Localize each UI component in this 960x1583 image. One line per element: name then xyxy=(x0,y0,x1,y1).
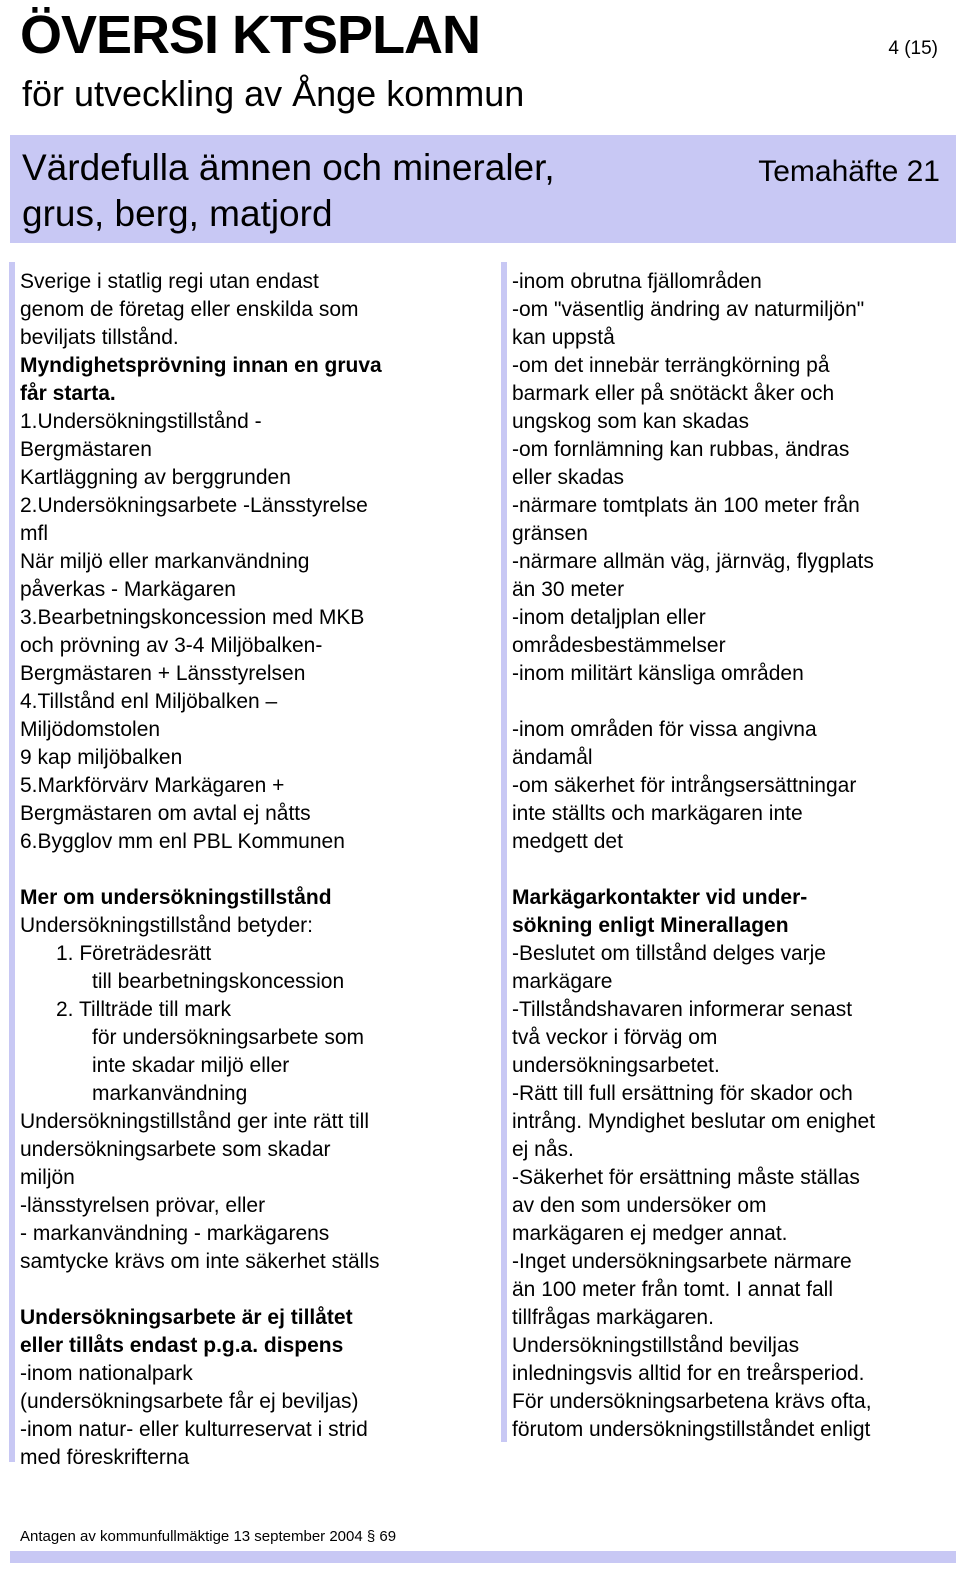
section-heading xyxy=(20,352,480,408)
text-line: -inom obrutna fjällområden xyxy=(512,270,762,293)
text-line: samtycke krävs om inte säkerhet ställs xyxy=(20,1250,380,1273)
right-column xyxy=(512,268,952,1444)
heading-line: sökning enligt Minerallagen xyxy=(512,914,789,937)
section-heading xyxy=(20,1304,480,1360)
text-line: med föreskrifterna xyxy=(20,1446,190,1469)
step-line: 4.Tillstånd enl Miljöbalken – xyxy=(20,690,278,713)
text-line: av den som undersöker om xyxy=(512,1194,767,1217)
topic-header-band xyxy=(10,135,956,243)
step-line: Bergmästaren xyxy=(20,438,152,461)
step-line: mfl xyxy=(20,522,48,545)
text-line: -Säkerhet för ersättning måste ställas xyxy=(512,1166,860,1189)
text-line: -länsstyrelsen prövar, eller xyxy=(20,1194,266,1217)
page-number: 4 (15) xyxy=(888,38,938,59)
right-column-bar xyxy=(501,262,507,1442)
step-line: och prövning av 3-4 Miljöbalken- xyxy=(20,634,323,657)
spacer xyxy=(20,1276,480,1304)
text-line: inte ställts och markägaren inte xyxy=(512,802,803,825)
text-line: Undersökningstillstånd beviljas xyxy=(512,1334,800,1357)
text-line: ungskog som kan skadas xyxy=(512,410,749,433)
text-line: -om säkerhet för intrångsersättningar xyxy=(512,774,857,797)
step-line: 9 kap miljöbalken xyxy=(20,746,183,769)
topic-title-line: grus, berg, matjord xyxy=(22,193,333,234)
heading-line: Myndighetsprövning innan en gruva xyxy=(20,354,382,377)
text-line: -inom militärt känsliga områden xyxy=(512,662,804,685)
heading-line: Undersökningsarbete är ej tillåtet xyxy=(20,1306,353,1329)
text-line: förutom undersökningstillståndet enligt xyxy=(512,1418,871,1441)
spacer xyxy=(20,856,480,884)
step-line: Bergmästaren om avtal ej nåtts xyxy=(20,802,311,825)
step-line: 5.Markförvärv Markägaren + xyxy=(20,774,285,797)
step-line: Miljödomstolen xyxy=(20,718,161,741)
text-line: två veckor i förväg om xyxy=(512,1026,718,1049)
paragraph xyxy=(512,940,952,1444)
text-line: kan uppstå xyxy=(512,326,615,349)
text-line: -inom natur- eller kulturreservat i strid xyxy=(20,1418,368,1441)
text-line: medgett det xyxy=(512,830,623,853)
step-line: När miljö eller markanvändning xyxy=(20,550,310,573)
process-steps xyxy=(20,408,480,856)
text-line: miljön xyxy=(20,1166,75,1189)
step-line: 3.Bearbetningskoncession med MKB xyxy=(20,606,365,629)
text-line: Undersökningstillstånd betyder: xyxy=(20,914,313,937)
heading-line: eller tillåts endast p.g.a. dispens xyxy=(20,1334,344,1357)
text-line: än 100 meter från tomt. I annat fall xyxy=(512,1278,834,1301)
text-line: (undersökningsarbete får ej beviljas) xyxy=(20,1390,359,1413)
step-line: 2.Undersökningsarbete -Länsstyrelse xyxy=(20,494,368,517)
text-line: -om det innebär terrängkörning på xyxy=(512,354,830,377)
text-line: -inom nationalpark xyxy=(20,1362,193,1385)
text-line: -om fornlämning kan rubbas, ändras xyxy=(512,438,850,461)
section-heading: Mer om undersökningstillstånd xyxy=(20,886,332,909)
text-line: -Beslutet om tillstånd delges varje xyxy=(512,942,826,965)
text-line: ej nås. xyxy=(512,1138,574,1161)
topic-title xyxy=(22,145,555,237)
text-line: markägare xyxy=(512,970,613,993)
paragraph xyxy=(20,1360,480,1472)
text-line: -Rätt till full ersättning för skador och xyxy=(512,1082,853,1105)
text-line: undersökningsarbete som skadar xyxy=(20,1138,331,1161)
text-line: områdesbestämmelser xyxy=(512,634,726,657)
text-line: intrång. Myndighet beslutar om enighet xyxy=(512,1110,876,1133)
text-line: ändamål xyxy=(512,746,593,769)
footer-bar xyxy=(10,1551,956,1563)
list-item-continuation: inte skadar miljö eller xyxy=(92,1054,290,1077)
paragraph xyxy=(20,268,480,352)
text-line: -Tillståndshavaren informerar senast xyxy=(512,998,853,1021)
text-line: -närmare allmän väg, järnväg, flygplats xyxy=(512,550,874,573)
paragraph xyxy=(20,1108,480,1276)
step-line: Kartläggning av berggrunden xyxy=(20,466,291,489)
text-line: undersökningsarbetet. xyxy=(512,1054,720,1077)
text-line: än 30 meter xyxy=(512,578,625,601)
document-title: ÖVERSI KTSPLAN xyxy=(20,5,481,65)
list-item-continuation: för undersökningsarbete som xyxy=(92,1026,364,1049)
paragraph xyxy=(512,268,952,688)
step-line: påverkas - Markägaren xyxy=(20,578,236,601)
text-line: eller skadas xyxy=(512,466,625,489)
text-line: -närmare tomtplats än 100 meter från xyxy=(512,494,860,517)
text-line: -inom detaljplan eller xyxy=(512,606,706,629)
heading-line: får starta. xyxy=(20,382,116,405)
text-line: Sverige i statlig regi utan endast xyxy=(20,270,319,293)
left-column xyxy=(20,268,480,1472)
text-line: - markanvändning - markägarens xyxy=(20,1222,330,1245)
step-line: Bergmästaren + Länsstyrelsen xyxy=(20,662,306,685)
text-line: -Inget undersökningsarbete närmare xyxy=(512,1250,852,1273)
section-heading xyxy=(512,884,952,940)
text-line: barmark eller på snötäckt åker och xyxy=(512,382,835,405)
text-line: -om "väsentlig ändring av naturmiljön" xyxy=(512,298,865,321)
step-line: 6.Bygglov mm enl PBL Kommunen xyxy=(20,830,345,853)
footer-adoption-note: Antagen av kommunfullmäktige 13 september 2004 § 69 xyxy=(20,1528,397,1545)
topic-number: Temahäfte 21 xyxy=(758,155,940,188)
document-subtitle: för utveckling av Ånge kommun xyxy=(22,73,525,114)
list-item-continuation: till bearbetningskoncession xyxy=(92,970,345,993)
text-line: -inom områden för vissa angivna xyxy=(512,718,817,741)
heading-line: Markägarkontakter vid under- xyxy=(512,886,808,909)
left-column-bar xyxy=(9,262,15,1462)
paragraph xyxy=(512,716,952,856)
list-item: 2. Tillträde till mark xyxy=(56,998,232,1021)
text-line: genom de företag eller enskilda som xyxy=(20,298,359,321)
spacer xyxy=(512,856,952,884)
text-line: gränsen xyxy=(512,522,588,545)
text-line: För undersökningsarbetena krävs ofta, xyxy=(512,1390,872,1413)
text-line: tillfrågas markägaren. xyxy=(512,1306,714,1329)
list-item: 1. Företrädesrätt xyxy=(56,942,212,965)
step-line: 1.Undersökningstillstånd - xyxy=(20,410,262,433)
text-line: markägaren ej medger annat. xyxy=(512,1222,788,1245)
text-line: inledningsvis alltid for en treårsperiod. xyxy=(512,1362,865,1385)
topic-title-line: Värdefulla ämnen och mineraler, xyxy=(22,147,555,188)
spacer xyxy=(512,688,952,716)
list-item-continuation: markanvändning xyxy=(92,1082,248,1105)
numbered-list xyxy=(20,940,480,1108)
text-line: Undersökningstillstånd ger inte rätt till xyxy=(20,1110,370,1133)
text-line: beviljats tillstånd. xyxy=(20,326,179,349)
